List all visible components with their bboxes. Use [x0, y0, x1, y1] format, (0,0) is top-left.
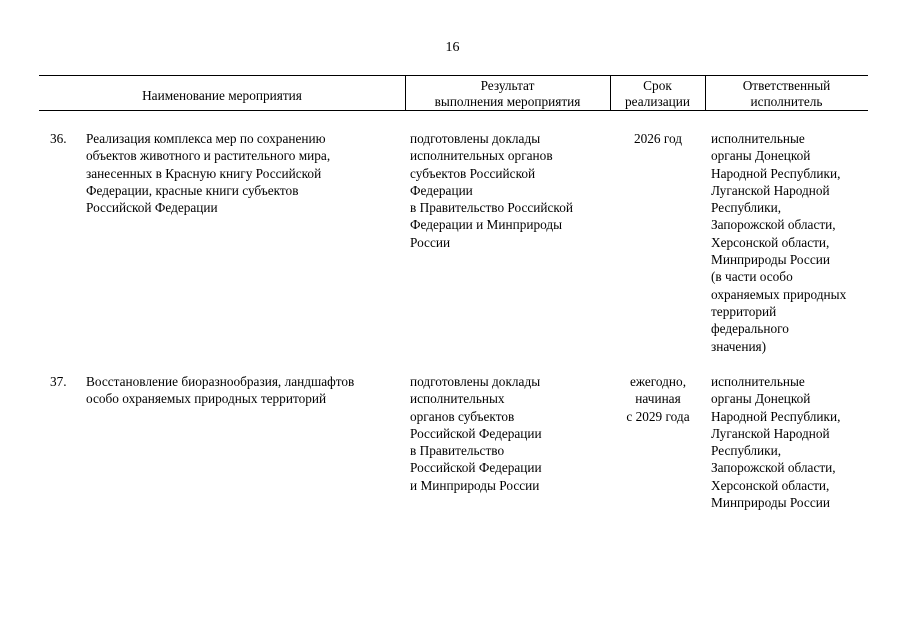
- activity-term: ежегодно, начиная с 2029 года: [626, 374, 690, 424]
- activity-result: подготовлены доклады исполнительных органов субъектов Российской Федерации в Правительство Российской Федерации и Минприроды России: [410, 131, 573, 250]
- page-number: 16: [445, 40, 460, 55]
- header-activity-name: Наименование мероприятия: [142, 88, 302, 103]
- activity-result: подготовлены доклады исполнительных органов субъектов Российской Федерации в Правительство Российской Федерации и Минприроды России: [410, 374, 542, 493]
- table-header-bottom-rule: [39, 110, 868, 111]
- activity-name: Реализация комплекса мер по сохранению объектов животного и растительного мира, занесенных в Красную книгу Российской Федерации, красные книги субъектов Российской Федерации: [86, 131, 331, 216]
- header-activity-result: Результат выполнения мероприятия: [434, 78, 581, 109]
- activity-responsible: исполнительные органы Донецкой Народной Республики, Луганской Народной Республики, Запорожской области, Херсонской области, Минприроды России (в части особо охраняемых природных территорий федерального значения): [711, 131, 847, 354]
- header-responsible: Ответственный исполнитель: [742, 78, 831, 109]
- activity-responsible: исполнительные органы Донецкой Народной Республики, Луганской Народной Республики, Запорожской области, Херсонской области, Минприроды России: [711, 374, 841, 511]
- activity-name: Восстановление биоразнообразия, ландшафтов особо охраняемых природных территорий: [86, 374, 355, 407]
- activity-term: 2026 год: [633, 131, 683, 146]
- header-term: Срок реализации: [625, 78, 690, 109]
- row-number: 37.: [50, 374, 67, 389]
- table-header-top-rule: [39, 75, 868, 76]
- row-number: 36.: [50, 131, 67, 146]
